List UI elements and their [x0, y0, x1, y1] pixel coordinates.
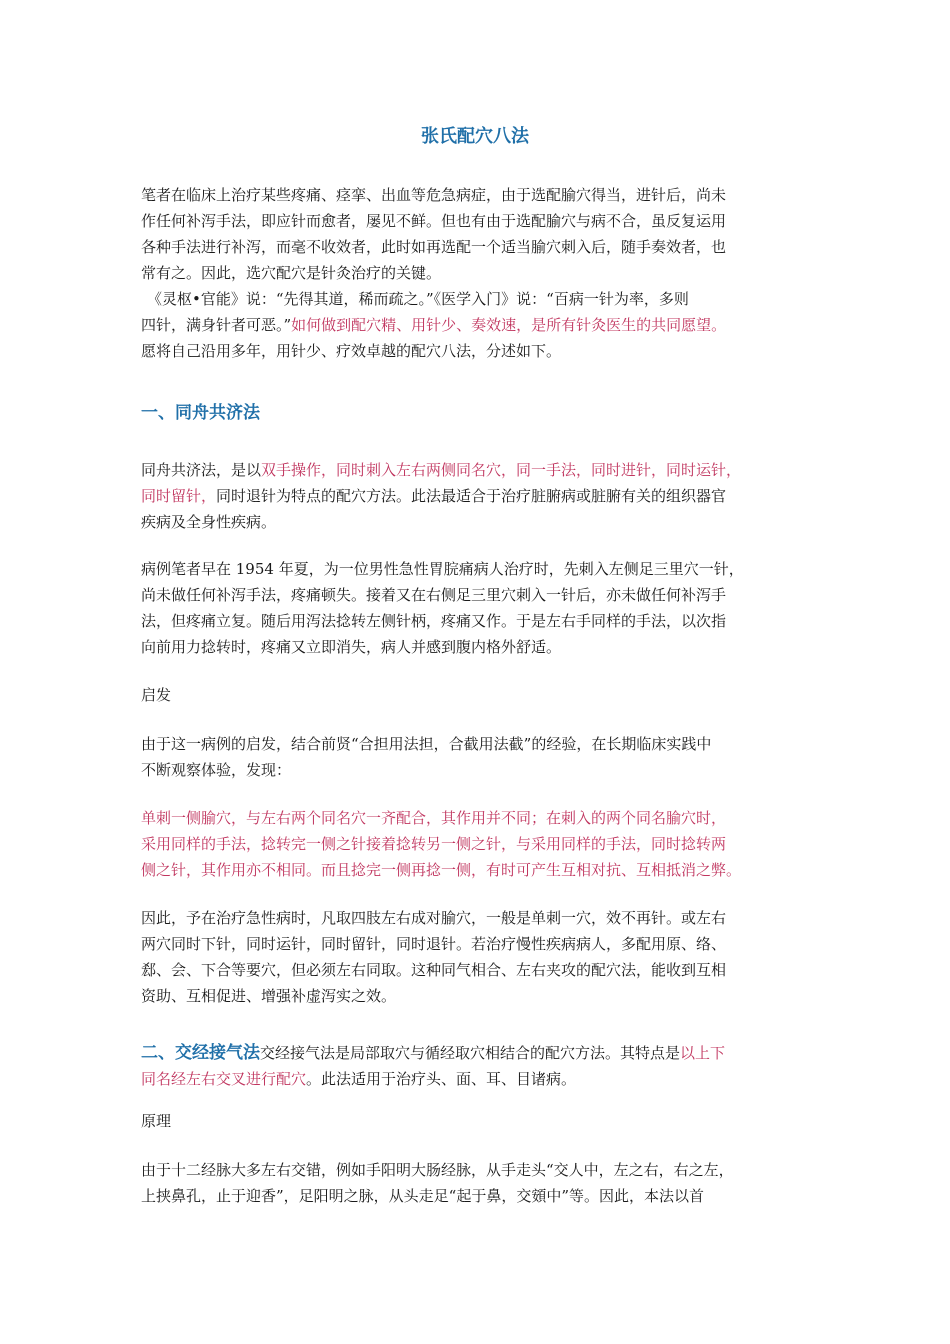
text-line	[141, 312, 831, 338]
text-span: 交经接气法是局部取穴与循经取穴相结合的配穴方法。其特点是	[260, 1044, 681, 1062]
text-line: 由于十二经脉大多左右交错，例如手阳明大肠经脉，从手走头“交人中，左之右，右之左，	[141, 1161, 734, 1179]
text-line: 郄、会、下合等要穴，但必须左右同取。这种同气相合、左右夹攻的配穴法，能收到互相	[141, 961, 727, 979]
section1-conclusion	[141, 905, 831, 1009]
text-line	[141, 457, 831, 483]
text-line: 原理	[141, 1112, 172, 1130]
text-line: 向前用力捻转时，疼痛又立即消失，病人并感到腹内格外舒适。	[141, 638, 562, 656]
section1-finding	[141, 805, 831, 883]
text-line: 各种手法进行补泻，而毫不收效者，此时如再选配一个适当腧穴刺入后，随手奏效者，也	[141, 238, 727, 256]
text-line: 笔者在临床上治疗某些疼痛、痉挛、出血等危急病症，由于选配腧穴得当，进针后，尚未	[141, 186, 727, 204]
text-line: 由于这一病例的启发，结合前贤“合担用法担，合截用法截”的经验，在长期临床实践中	[141, 735, 712, 753]
section1-definition	[141, 457, 831, 535]
section1-qifa	[141, 731, 831, 783]
highlighted-text: 同名经左右交叉进行配穴	[141, 1070, 307, 1088]
text-line	[141, 1040, 831, 1066]
highlighted-text: 同时留针，	[141, 487, 217, 505]
text-line: 两穴同时下针，同时运针，同时留针，同时退针。若治疗慢性疾病病人，多配用原、络、	[141, 935, 727, 953]
text-span: 同舟共济法，是以	[141, 461, 262, 479]
highlighted-text: 以上下	[680, 1044, 726, 1062]
text-span: 。此法适用于治疗头、面、耳、目诸病。	[306, 1070, 577, 1088]
section-heading-1: 一、同舟共济法	[141, 403, 260, 423]
text-line: 资助、互相促进、增强补虚泻实之效。	[141, 987, 397, 1005]
intro-paragraph-2	[141, 286, 831, 364]
text-line: 尚未做任何补泻手法，疼痛顿失。接着又在右侧足三里穴刺入一针后，亦未做任何补泻手	[141, 586, 727, 604]
highlighted-text: 双手操作，同时刺入左右两侧同名穴，同一手法，同时进针，同时运针，	[261, 461, 742, 479]
text-span: 四针，满身针者可恶。”	[141, 316, 292, 334]
text-line: 单刺一侧腧穴，与左右两个同名穴一齐配合，其作用并不同；在刺入的两个同名腧穴时，	[141, 809, 727, 827]
text-line: 法，但疼痛立复。随后用泻法捻转左侧针柄，疼痛又作。于是左右手同样的手法，以次指	[141, 612, 727, 630]
section1-case	[141, 556, 831, 660]
section2-yuanli	[141, 1157, 831, 1209]
intro-paragraph-1	[141, 182, 831, 286]
section-heading-2: 二、交经接气法	[141, 1043, 260, 1063]
text-line: 愿将自己沿用多年，用针少、疗效卓越的配穴八法，分述如下。	[141, 342, 562, 360]
text-line: 作任何补泻手法，即应针而愈者，屡见不鲜。但也有由于选配腧穴与病不合，虽反复运用	[141, 212, 727, 230]
text-line: 《灵枢•官能》说：“先得其道，稀而疏之。”《医学入门》说：“百病一针为率，多则	[147, 290, 689, 308]
page-title: 张氏配穴八法	[421, 126, 529, 147]
text-line: 因此，予在治疗急性病时，凡取四肢左右成对腧穴，一般是单刺一穴，效不再针。或左右	[141, 909, 727, 927]
text-line	[141, 1066, 831, 1092]
text-line: 采用同样的手法，捻转完一侧之针接着捻转另一侧之针，与采用同样的手法，同时捻转两	[141, 835, 727, 853]
section2-intro	[141, 1040, 831, 1092]
text-line	[141, 483, 831, 509]
text-span: 同时退针为特点的配穴方法。此法最适合于治疗脏腑病或脏腑有关的组织器官	[216, 487, 727, 505]
section2-yuanli-label	[141, 1108, 831, 1134]
highlighted-text: 如何做到配穴精、用针少、奏效速，是所有针灸医生的共同愿望。	[291, 316, 727, 334]
text-line: 启发	[141, 686, 172, 704]
text-line: 上挟鼻孔，止于迎香”，足阳明之脉，从头走足“起于鼻，交頞中”等。因此，本法以首	[141, 1187, 705, 1205]
text-line: 常有之。因此，选穴配穴是针灸治疗的关键。	[141, 264, 442, 282]
text-line: 侧之针，其作用亦不相同。而且捻完一侧再捻一侧，有时可产生互相对抗、互相抵消之弊。	[141, 861, 742, 879]
text-line: 不断观察体验，发现：	[141, 761, 292, 779]
text-line: 疾病及全身性疾病。	[141, 513, 277, 531]
section1-qifa-label	[141, 682, 831, 708]
text-line: 病例笔者早在 1954 年夏，为一位男性急性胃脘痛病人治疗时，先刺入左侧足三里穴一针，	[141, 560, 744, 578]
